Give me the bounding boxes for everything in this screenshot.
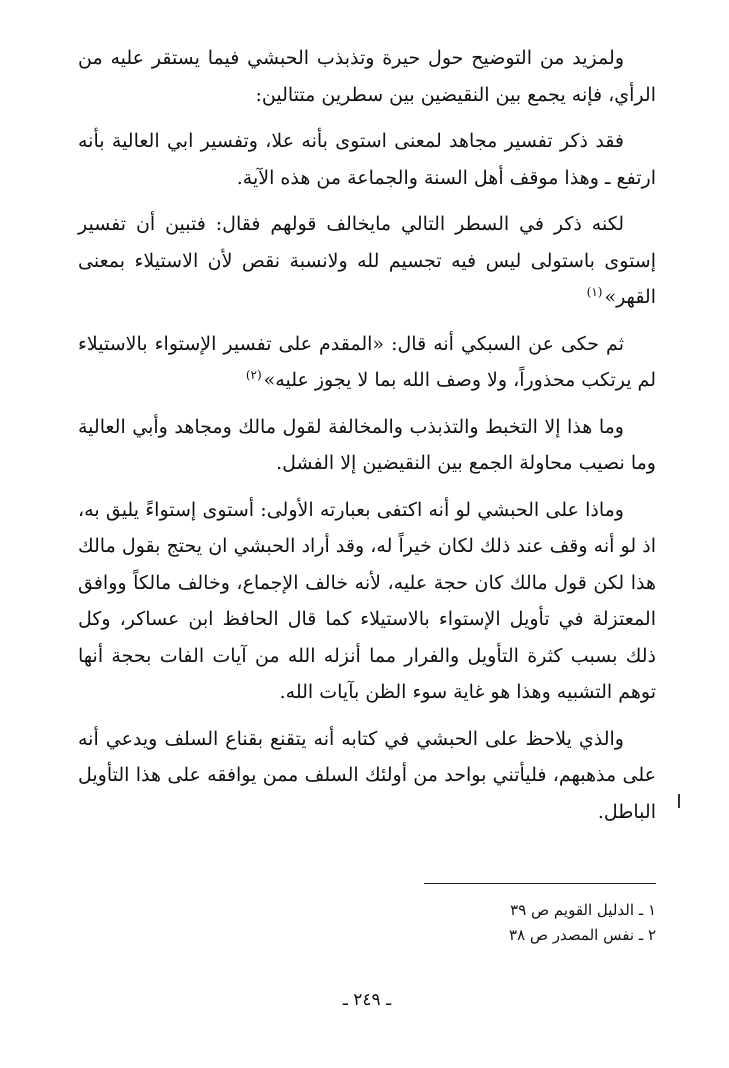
document-page (78, 40, 656, 1040)
paragraph-5 (78, 409, 656, 482)
paragraph-2 (78, 123, 656, 196)
page-number: ـ ٢٤٩ ـ (342, 990, 392, 1010)
paragraph-3 (78, 206, 656, 316)
paragraph-5-text: وما هذا إلا التخبط والتذبذب والمخالفة لقول مالك ومجاهد وأبي العالية وما نصيب محاولة الجمع بين النقيضين إلا الفشل. (78, 415, 656, 474)
paragraph-2-text: فقد ذكر تفسير مجاهد لمعنى استوى بأنه علا، وتفسير ابي العالية بأنه ارتفع ـ وهذا موقف أهل السنة والجماعة من هذه الآية. (78, 130, 656, 189)
footnote-ref-1: (١) (586, 284, 603, 299)
paragraph-1 (78, 40, 656, 113)
paragraph-3-text: لكنه ذكر في السطر التالي مايخالف قولهم فقال: فتبين أن تفسير إستوى باستولى ليس فيه تجسيم لله ولانسبة نقص لأن الاستيلاء بمعنى القهر» (78, 213, 656, 308)
paragraph-1-text: ولمزيد من التوضيح حول حيرة وتذبذب الحبشي فيما يستقر عليه من الرأي، فإنه يجمع بين النقيضين بين سطرين متتالين: (78, 47, 656, 106)
footnote-1: ١ ـ الدليل القويم ص ٣٩ (510, 901, 656, 919)
paragraph-6-text: وماذا على الحبشي لو أنه اكتفى بعبارته الأولى: أستوى إستواءً يليق به، اذ لو أنه وقف عند ذلك لكان خيراً له، وقد أراد الحبشي ان يحتج بقول مالك هذا لكن قول مالك كان حجة عليه، لأنه خالف الإجماع، وخالف مالكاً ووافق المعتزلة في تأويل الإستواء بالاستيلاء كما قال الحافظ ابن عساكر، وكل ذلك بسبب كثرة التأويل والفرار مما أنزله الله من آيات الفات بحجة أنها توهم التشبيه وهذا هو غاية سوء الظن بآيات الله. (78, 498, 656, 703)
paragraph-4 (78, 326, 656, 399)
footnote-divider (424, 883, 656, 884)
footnote-2: ٢ ـ نفس المصدر ص ٣٨ (509, 926, 656, 944)
paragraph-7 (78, 721, 656, 831)
footnotes (256, 898, 656, 948)
paragraph-4-text: ثم حكى عن السبكي أنه قال: «المقدم على تفسير الإستواء بالاستيلاء لم يرتكب محذوراً، ولا وصف الله بما لا يجوز عليه» (78, 332, 656, 391)
paragraph-7-text: والذي يلاحظ على الحبشي في كتابه أنه يتقنع بقناع السلف ويدعي أنه على مذهبهم، فليأتني بواحد من أولئك السلف ممن يوافقه على هذا التأويل الباطل. (78, 727, 656, 823)
margin-mark (678, 794, 680, 808)
paragraph-6 (78, 492, 656, 711)
footnote-ref-2: (٢) (245, 367, 262, 382)
